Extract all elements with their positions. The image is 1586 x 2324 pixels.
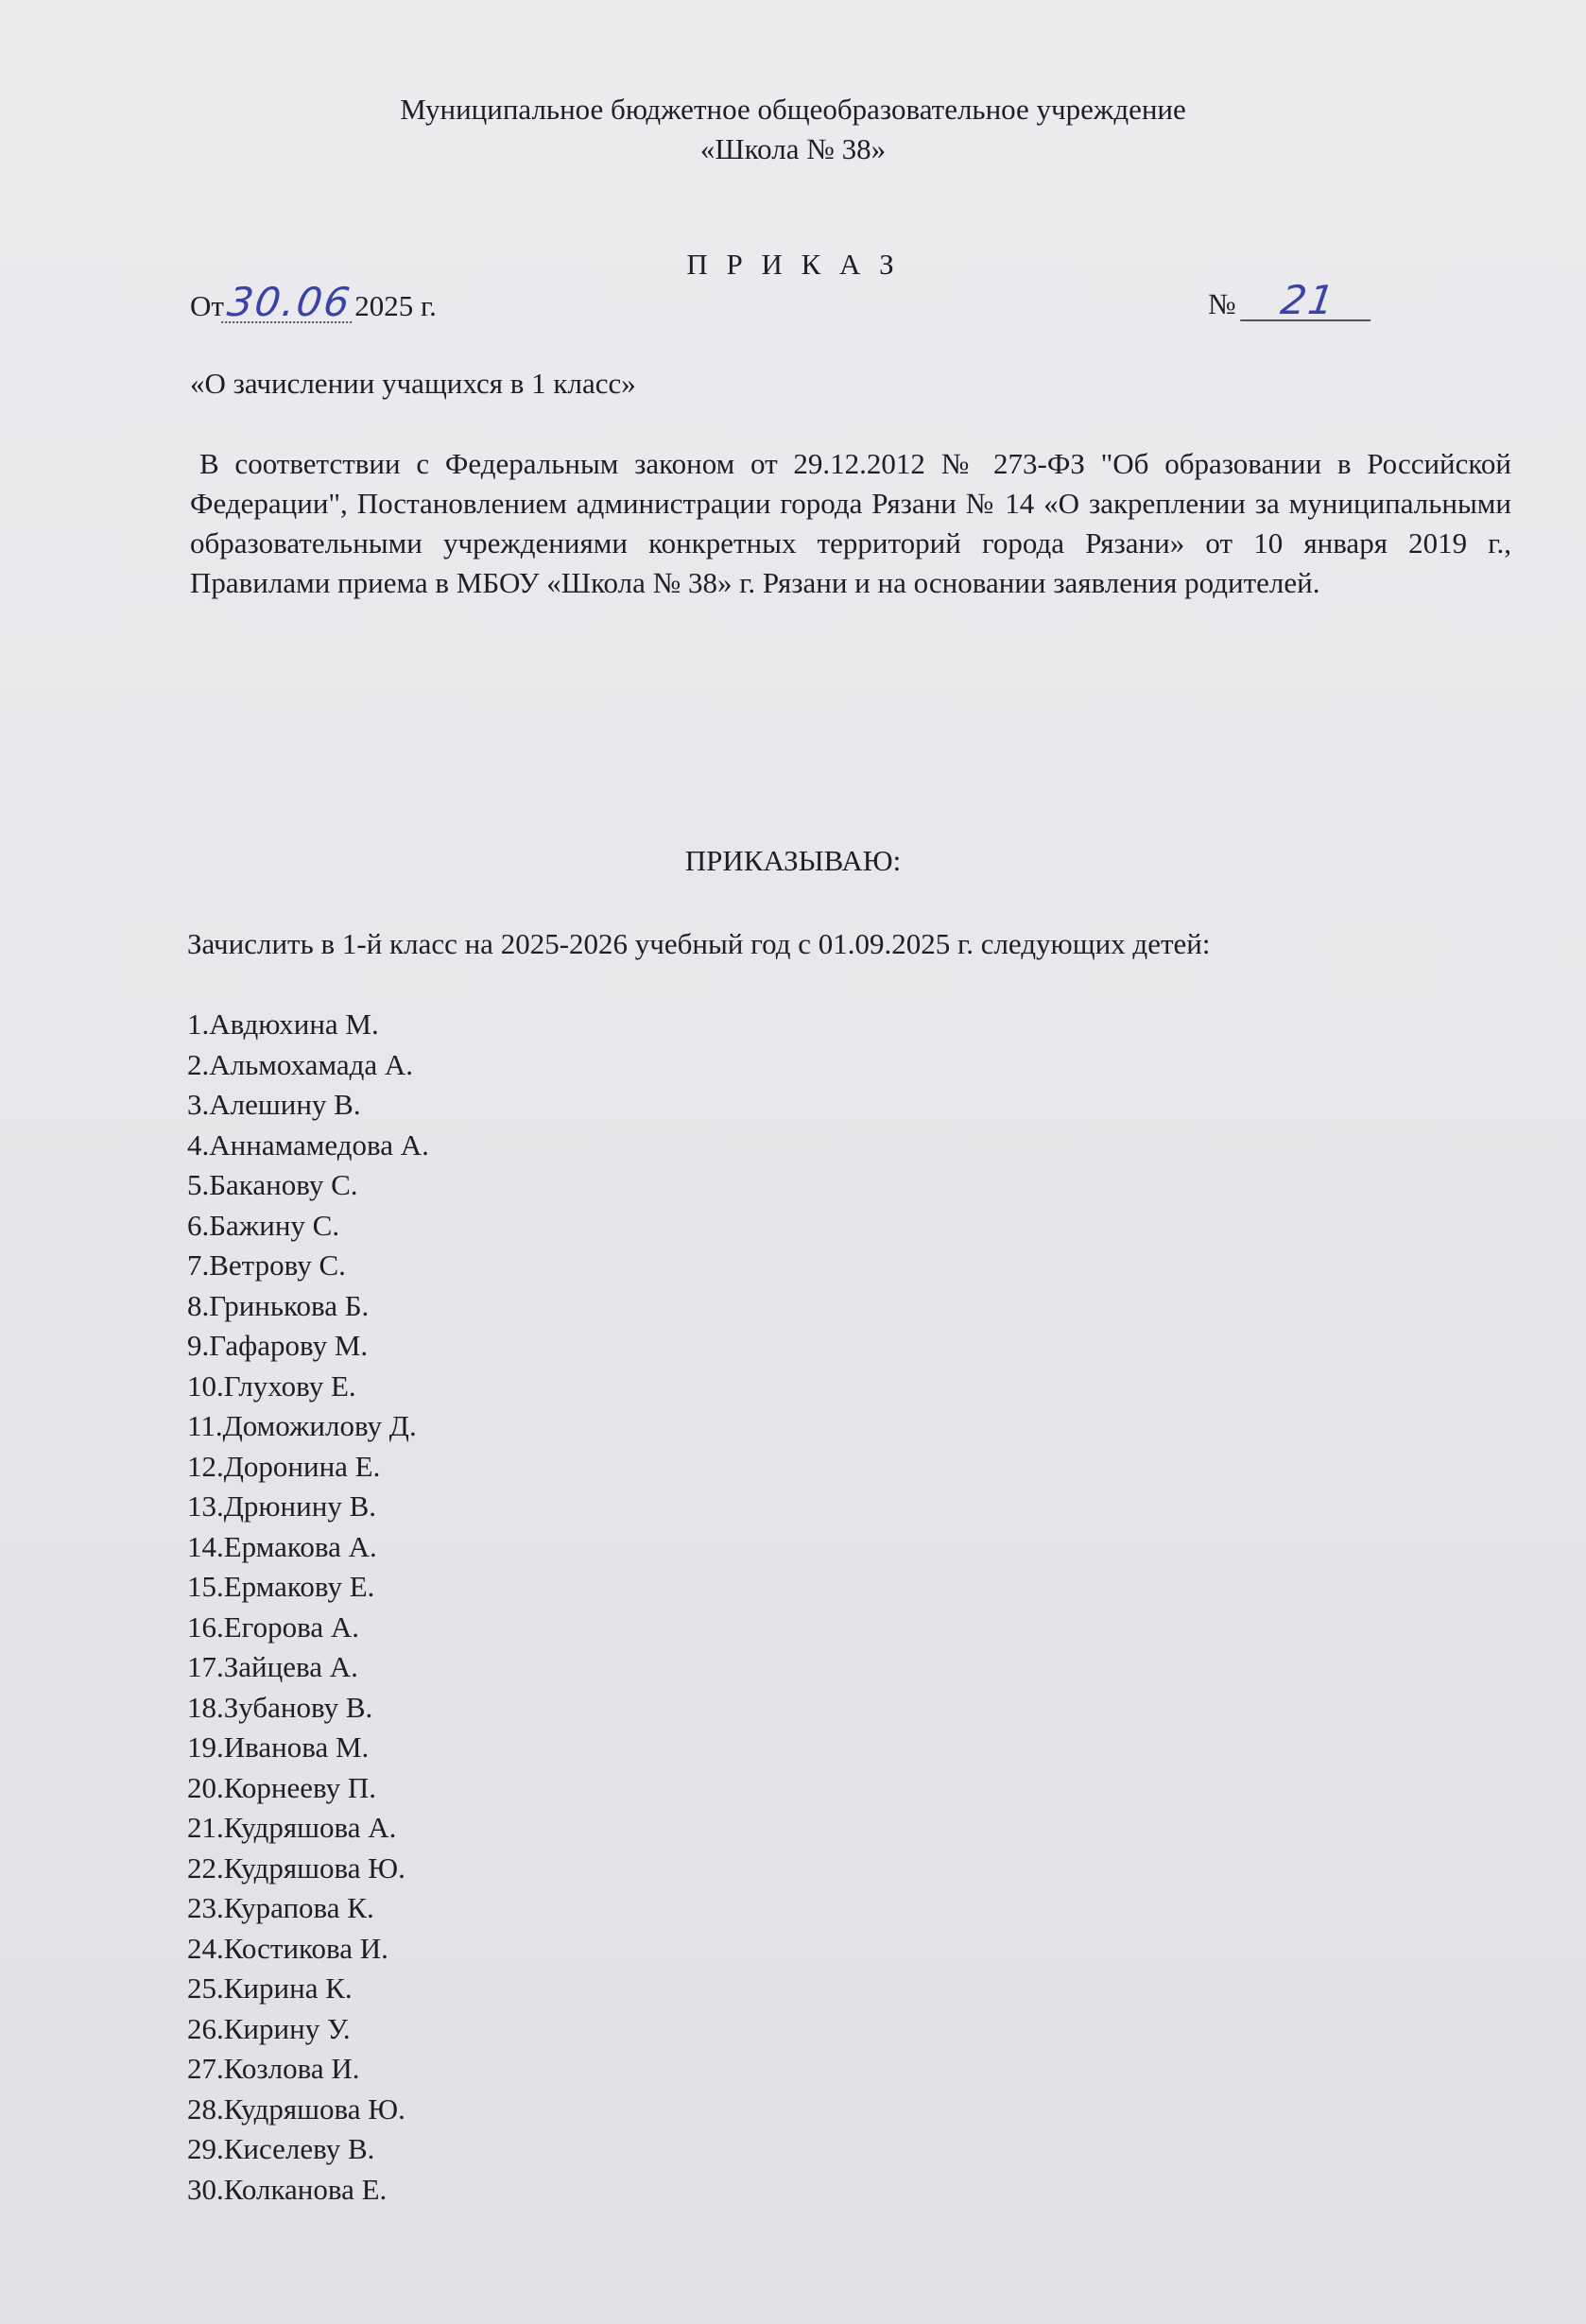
list-item: 20.Корнееву П. [187, 1770, 376, 1804]
student-list [187, 1005, 429, 2210]
list-item: 11.Доможилову Д. [187, 1409, 417, 1442]
list-item: 14.Ермакова А. [187, 1529, 377, 1563]
organization-header [0, 90, 1586, 169]
list-item: 30.Колканова Е. [187, 2172, 388, 2206]
list-item: 16.Егорова А. [187, 1610, 360, 1644]
list-item: 10.Глухову Е. [187, 1369, 356, 1403]
handwritten-date: 30.06 [221, 284, 357, 323]
list-item: 23.Курапова К. [187, 1891, 374, 1924]
list-item: 27.Козлова И. [187, 2052, 360, 2085]
list-item: 29.Киселеву В. [187, 2132, 375, 2165]
list-item: 7.Ветрову С. [187, 1248, 346, 1282]
organization-name: Муниципальное бюджетное общеобразовательное учреждение [400, 93, 1186, 126]
list-item: 25.Кирина К. [187, 1971, 353, 2005]
list-item: 8.Гринькова Б. [187, 1288, 370, 1322]
number-prefix: № [1208, 287, 1236, 320]
order-subject: «О зачислении учащихся в 1 класс» [190, 367, 636, 400]
list-item: 18.Зубанову В. [187, 1690, 373, 1724]
enrollment-instruction: Зачислить в 1-й класс на 2025-2026 учебный год с 01.09.2025 г. следующих детей: [187, 927, 1211, 960]
list-item: 12.Доронина Е. [187, 1449, 381, 1483]
order-number [1208, 277, 1373, 323]
list-item: 6.Бажину С. [187, 1208, 340, 1242]
list-item: 24.Костикова И. [187, 1931, 388, 1965]
list-item: 17.Зайцева А. [187, 1650, 358, 1683]
date-prefix: От [190, 289, 224, 322]
order-directive: ПРИКАЗЫВАЮ: [684, 844, 902, 877]
list-item: 3.Алешину В. [187, 1088, 361, 1121]
list-item: 19.Иванова М. [187, 1730, 370, 1764]
list-item: 28.Кудряшова Ю. [187, 2092, 405, 2126]
list-item: 21.Кудряшова А. [187, 1811, 397, 1844]
date-year: 2025 г. [354, 289, 437, 322]
order-date [190, 279, 437, 325]
list-item: 2.Альмохамада А. [187, 1047, 414, 1081]
list-item: 1.Авдюхина М. [187, 1007, 379, 1041]
list-item: 9.Гафарову М. [187, 1329, 369, 1362]
document-title: П Р И К А З [686, 248, 900, 281]
list-item: 22.Кудряшова Ю. [187, 1851, 405, 1885]
list-item: 4.Аннамамедова А. [187, 1128, 429, 1162]
handwritten-number: 21 [1240, 282, 1376, 321]
order-preamble: В соответствии с Федеральным законом от 29.12.2012 № 273-ФЗ "Об образовании в Российской Федерации", Постановлением администрации города Рязани № 14 «О закреплении за муниципальными образовательными учреждениями конкретных территорий города Рязани» от 10 января 2019 г., Правилами приема в МБОУ «Школа № 38» г. Рязани и на основании заявления родителей. [190, 447, 1511, 599]
list-item: 13.Дрюнину В. [187, 1489, 377, 1523]
list-item: 26.Кирину У. [187, 2011, 351, 2045]
list-item: 15.Ермакову Е. [187, 1570, 375, 1603]
school-name: «Школа № 38» [699, 132, 887, 165]
list-item: 5.Баканову С. [187, 1168, 358, 1201]
